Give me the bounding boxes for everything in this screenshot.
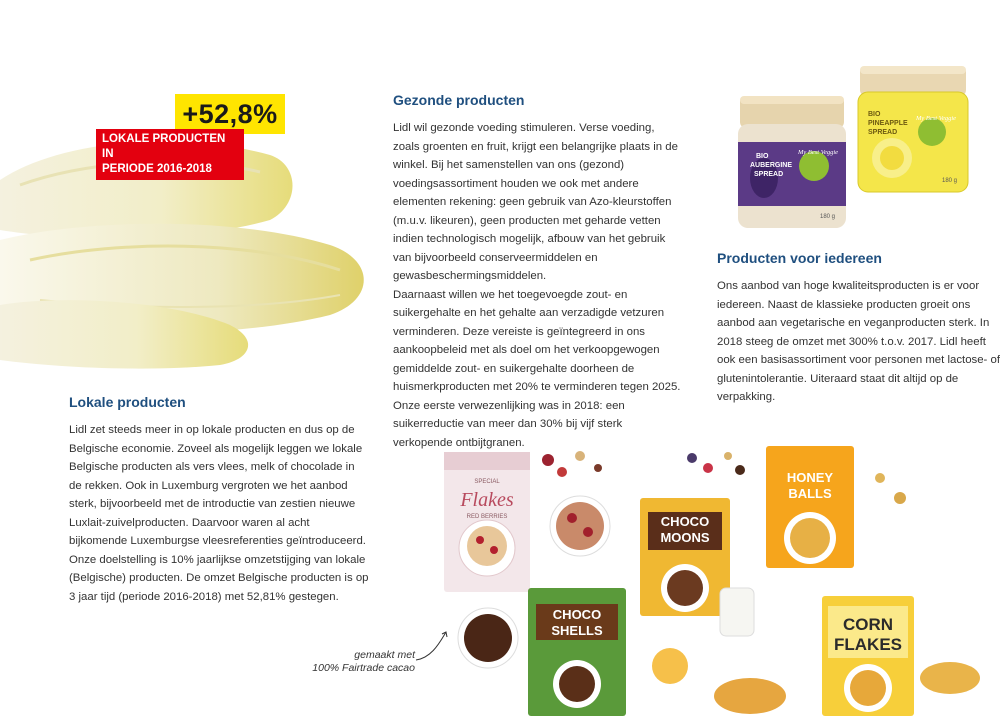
- section-body-lokaal: [69, 421, 369, 606]
- badge-label-line: LOKALE PRODUCTEN IN: [102, 133, 226, 160]
- jar-label-text: AUBERGINE: [750, 162, 793, 169]
- section-body-gezond: [393, 119, 683, 452]
- jar-label-text: SPREAD: [868, 129, 898, 136]
- section-title-lokaal: Lokale producten: [69, 394, 186, 410]
- cereal-box-text: RED BERRIES: [466, 514, 508, 520]
- section-title-gezond: Gezonde producten: [393, 92, 525, 108]
- jar-weight-text: 180 g: [942, 178, 958, 184]
- growth-label-badge: [96, 129, 244, 180]
- cereal-box-title: FLAKES: [834, 635, 902, 654]
- cereal-box-title: SHELLS: [551, 623, 603, 638]
- section-body-iedereen: [717, 277, 1000, 407]
- jar-brand-text: My Best Veggie: [916, 115, 957, 122]
- caption-line: gemaakt met: [354, 649, 415, 661]
- cereal-box-title: Flakes: [460, 489, 514, 511]
- paragraph: Lidl zet steeds meer in op lokale producten en dus op de Belgische economie. Zoveel als mogelijk leggen we lokale Belgische producten als vers vlees, melk of chocolade in de rekken. Ook in Luxemburg vergroten we het aanbod sterk, bijvoorbeeld met de introductie van zestien nieuwe Luxlait-zuivelproducten. Daarvoor waren al acht bijkomende Luxemburgse vleesreferenties geïntroduceerd.: [69, 424, 366, 547]
- jar-label-text: BIO: [868, 111, 881, 118]
- cereal-box-title: CHOCO: [660, 514, 710, 529]
- paragraph: Onze doelstelling is 10% jaarlijkse omzetstijging van lokale (Belgische) producten. De omzet Belgische producten is op 3 jaar tijd (periode 2016-2018) met 52,81% gestegen.: [69, 553, 369, 603]
- paragraph: Daarnaast willen we het toegevoegde zout- en suikergehalte en het gehalte aan verzadigde vetzuren verminderen. Deze vereiste is geïntegreerd in ons aankoopbeleid met als doel om het verkoopgewogen gemiddelde zout- en suikergehalte doorheen de huismerkproducten met 20% te verminderen tegen 2025.: [393, 288, 681, 393]
- badge-label-line: PERIODE 2016-2018: [102, 163, 212, 175]
- cereal-box-title: CHOCO: [552, 607, 602, 622]
- growth-percentage-badge: +52,8%: [175, 94, 285, 134]
- caption-arrow-icon: [410, 610, 470, 670]
- paragraph: Lidl wil gezonde voeding stimuleren. Verse voeding, zoals groenten en fruit, krijgt een belangrijke plaats in de winkel. Bij het samenstellen van ons (gezond) voedingsassortiment houden we ook met andere elementen rekening: geen gebruik van Azo-kleurstoffen (m.u.v. likeuren), geen producten met geharde vetten indien technologisch mogelijk, afbouw van het gebruik van bijvoorbeeld conserveermiddelen en gewasbeschermingsmiddelen.: [393, 122, 678, 282]
- cereal-boxes-image: [430, 438, 1000, 719]
- jar-label-text: BIO: [756, 153, 769, 160]
- cereal-box-title: MOONS: [660, 530, 710, 545]
- jar-brand-text: My Best Veggie: [798, 149, 839, 156]
- jar-label-text: PINEAPPLE: [868, 120, 908, 127]
- cereal-box-title: HONEY: [786, 470, 834, 485]
- cereal-box-text: SPECIAL: [474, 479, 500, 485]
- jar-label-text: SPREAD: [754, 171, 784, 178]
- cereal-box-title: CORN: [842, 615, 894, 634]
- caption-line: 100% Fairtrade cacao: [312, 662, 415, 674]
- section-title-iedereen: Producten voor iedereen: [717, 250, 882, 266]
- paragraph: Onze eerste verwezenlijking was in 2018: een suikerreductie van meer dan 30% bij vijf sterk verkopende ontbijtgranen.: [393, 399, 625, 449]
- cereal-box-title: BALLS: [788, 486, 832, 501]
- fairtrade-caption: [290, 649, 415, 675]
- jar-weight-text: 180 g: [820, 214, 836, 220]
- veggie-spread-jars-image: [732, 58, 972, 233]
- paragraph: Ons aanbod van hoge kwaliteitsproducten is er voor iedereen. Naast de klassieke producten groeit ons aanbod aan vegetarische en veganproducten sterk. In 2018 steeg de omzet met 300% t.o.v. 2017. Lidl heeft ook een basisassortiment voor personen met lactose- of glutenintolerantie. Uiteraard staat dit altijd op de verpakking.: [717, 280, 1000, 403]
